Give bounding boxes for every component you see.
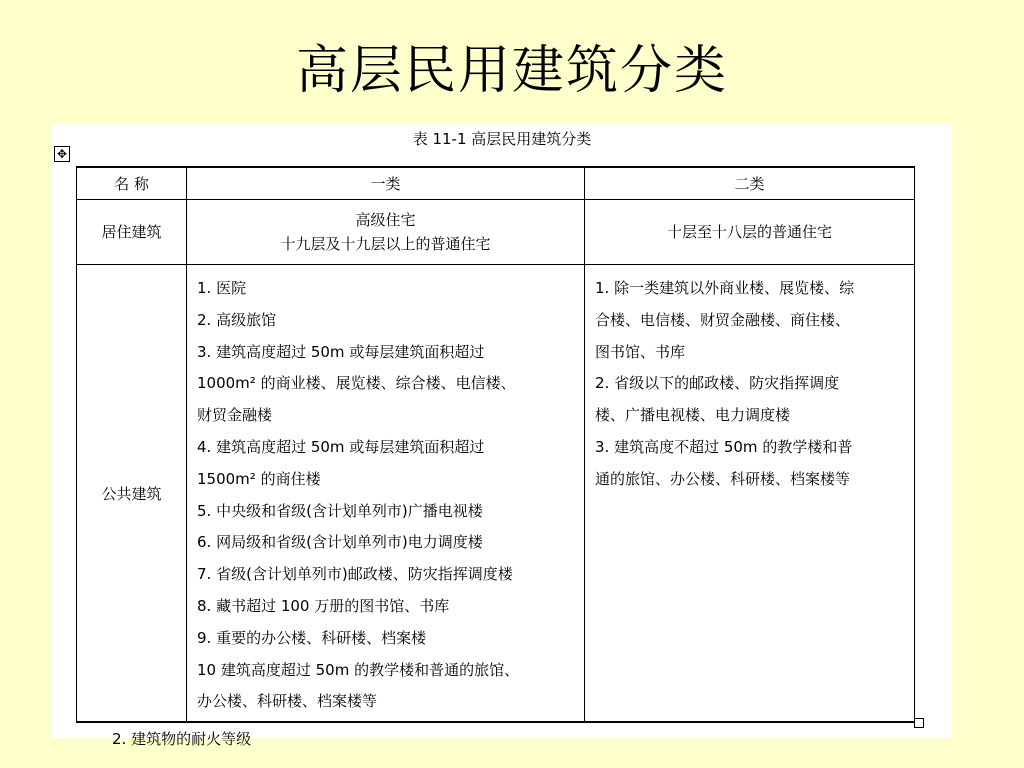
classification-table [76,166,915,723]
list-item: 3. 建筑高度超过 50m 或每层建筑面积超过 [197,342,485,361]
residential-class1 [187,200,585,265]
list-item: 合楼、电信楼、财贸金融楼、商住楼、 [595,310,851,329]
list-item: 10 建筑高度超过 50m 的教学楼和普通的旅馆、 [197,660,520,679]
list-item: 通的旅馆、办公楼、科研楼、档案楼等 [595,469,851,488]
list-item: 办公楼、科研楼、档案楼等 [197,692,378,711]
list-item: 4. 建筑高度超过 50m 或每层建筑面积超过 [197,437,485,456]
list-item: 1. 医院 [197,279,247,297]
slide-title: 高层民用建筑分类 [295,41,728,101]
list-item: 1000m² 的商业楼、展览楼、综合楼、电信楼、 [197,374,516,393]
residential-class1-line: 高级住宅 [355,211,416,229]
header-name: 名 称 [77,167,187,200]
list-item: 财贸金融楼 [197,406,273,425]
table-row-public [77,265,915,723]
list-item: 楼、广播电视楼、电力调度楼 [595,406,791,425]
list-item: 8. 藏书超过 100 万册的图书馆、书库 [197,596,450,615]
table-row-residential [77,200,915,265]
residential-class1-line: 十九层及十九层以上的普通住宅 [280,235,491,253]
header-class2: 二类 [585,167,915,200]
list-item: 3. 建筑高度不超过 50m 的教学楼和普 [595,437,853,456]
list-item: 5. 中央级和省级(含计划单列市)广播电视楼 [197,501,483,520]
list-item: 9. 重要的办公楼、科研楼、档案楼 [197,628,427,647]
row-end-marker [914,718,924,728]
list-item: 1500m² 的商住楼 [197,469,321,488]
list-item: 7. 省级(含计划单列市)邮政楼、防灾指挥调度楼 [197,565,513,584]
list-item: 图书馆、书库 [595,342,686,361]
document-page [52,124,952,748]
table-header-row [77,167,915,200]
public-class2 [585,265,915,723]
public-name: 公共建筑 [77,265,187,723]
list-item: 6. 网局级和省级(含计划单列市)电力调度楼 [197,533,483,552]
list-item: 2. 省级以下的邮政楼、防灾指挥调度 [595,374,840,393]
residential-class2: 十层至十八层的普通住宅 [585,200,915,265]
cut-off-text: 2. 建筑物的耐火等级 [112,730,252,748]
list-item: 2. 高级旅馆 [197,310,277,329]
public-class1 [187,265,585,723]
table-caption: 表 11-1 高层民用建筑分类 [412,130,592,148]
table-move-handle-icon[interactable]: ✥ [54,146,70,162]
list-item: 1. 除一类建筑以外商业楼、展览楼、综 [595,279,855,297]
residential-name: 居住建筑 [77,200,187,265]
header-class1: 一类 [187,167,585,200]
